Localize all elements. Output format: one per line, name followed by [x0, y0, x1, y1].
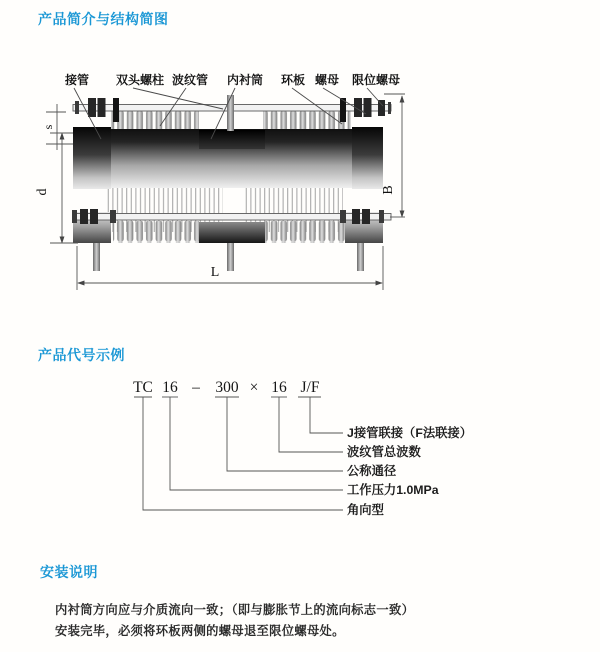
dim-label-B: B [381, 185, 396, 195]
code-token-type: TC [133, 379, 153, 396]
section-title-install: 安装说明 [40, 564, 98, 580]
section-title-code-example: 产品代号示例 [38, 347, 125, 363]
install-instruction-line1: 内衬筒方向应与介质流向一致；（即与膨胀节上的流向标志一致） [55, 603, 415, 617]
callout-type: 角向型 [347, 503, 384, 517]
dim-label-L: L [210, 265, 220, 280]
callout-pressure: 工作压力1.0MPa [347, 483, 439, 497]
callout-connectors [143, 397, 343, 510]
part-label-huanban: 环板 [281, 73, 306, 87]
callout-dn: 公称通径 [347, 464, 397, 478]
code-token-times: × [249, 379, 259, 396]
callout-conn: J接管联接（F法联接） [347, 426, 473, 440]
dim-label-s: s [41, 124, 55, 130]
code-token-pressure: 16 [162, 379, 178, 396]
code-token-dn: 300 [215, 379, 239, 396]
dim-label-d: d [35, 188, 50, 196]
code-token-dash: – [192, 379, 200, 396]
part-label-neichentong: 内衬筒 [227, 73, 264, 87]
install-instruction-line2: 安装完毕，必须将环板两侧的螺母退至限位螺母处。 [55, 624, 345, 638]
callout-waves: 波纹管总波数 [347, 445, 421, 459]
code-token-waves: 16 [271, 379, 287, 396]
code-token-conn: J/F [300, 379, 320, 396]
section-title-intro: 产品简介与结构简图 [38, 11, 169, 27]
part-label-xianweiluomu: 限位螺母 [352, 73, 401, 87]
part-label-jieguan: 接管 [65, 73, 90, 87]
part-label-shuangtouluozhu: 双头螺柱 [116, 73, 165, 87]
part-label-bowenguan: 波纹管 [172, 73, 209, 87]
part-label-luomu: 螺母 [315, 73, 340, 87]
